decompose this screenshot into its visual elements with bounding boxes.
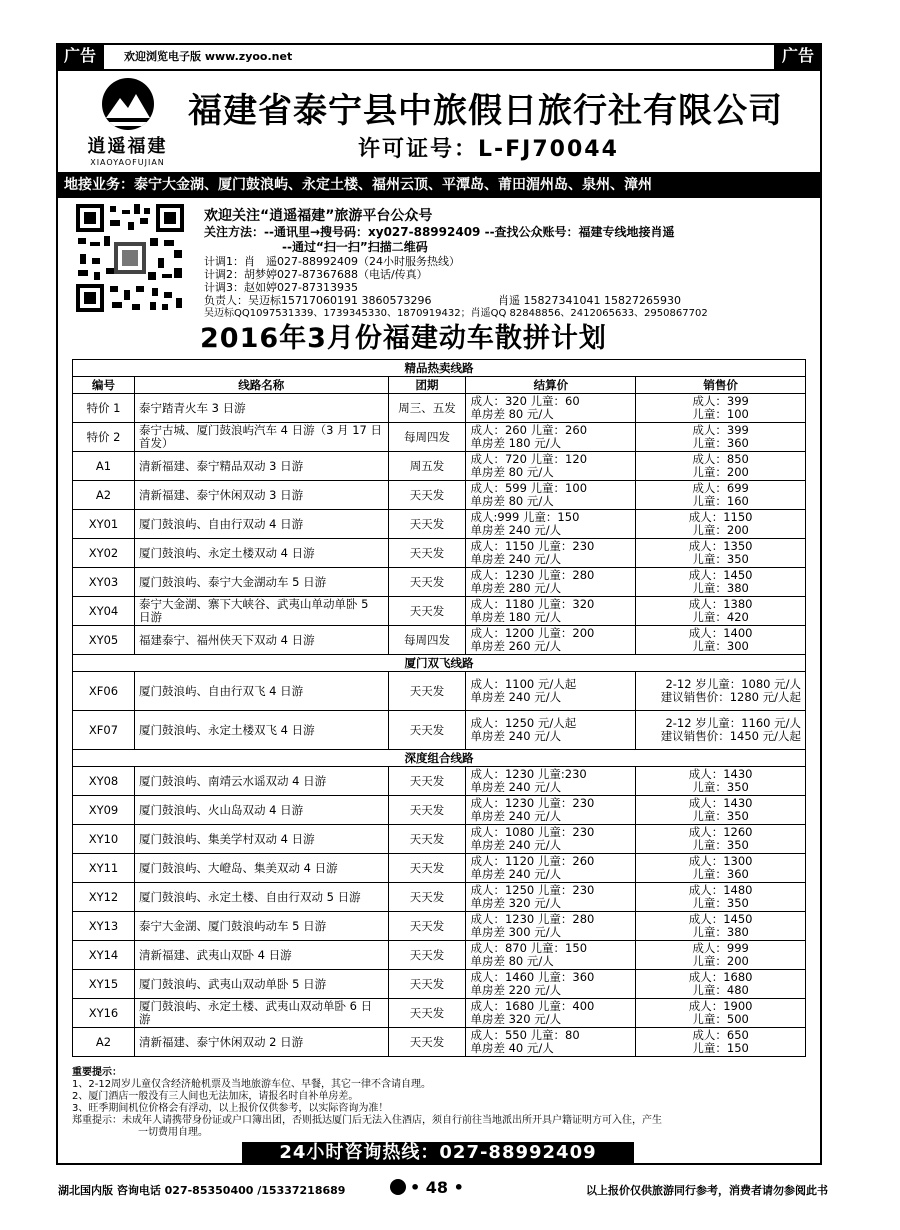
route-code: XY16 [73,999,135,1028]
table-row [73,941,806,970]
sale-price-line: 成人：1350 [688,539,753,553]
sale-price-line-2: 儿童：160 [692,494,749,508]
route-date: 天天发 [388,999,466,1028]
sale-price-line: 成人：399 [692,394,749,408]
section-title: 深度组合线路 [73,750,806,767]
top-bar [56,43,822,71]
settle-price [466,481,636,510]
section-header-row [73,750,806,767]
route-date: 天天发 [388,912,466,941]
sale-price [636,999,806,1028]
route-code: A1 [73,452,135,481]
column-header-row [73,377,806,394]
sale-price-line-2: 儿童：350 [692,838,749,852]
info-line-4: 负责人：吴迈标15717060191 3860573296 [204,294,432,307]
license-number: 许可证号：L-FJ70044 [358,137,619,162]
single-room-line: 单房差 320 元/人 [470,896,562,910]
route-date: 天天发 [388,767,466,796]
route-date: 周三、五发 [388,394,466,423]
settle-price [466,883,636,912]
business-banner: 地接业务：泰宁大金湖、厦门鼓浪屿、永定土楼、福州云顶、平潭岛、莆田湄州岛、泉州、漳州 [58,172,820,198]
qr-code-icon [74,202,186,314]
info-line-5: 吴迈标QQ1097531339、1739345330、1870919432；肖遥QQ 82848856、2412065633、2950867702 [204,308,708,319]
table-row [73,999,806,1028]
sale-price-line-2: 儿童：350 [692,552,749,566]
footer-right: 以上报价仅供旅游同行参考，消费者请勿参阅此书 [586,1184,828,1197]
sale-price [636,796,806,825]
settle-price [466,912,636,941]
route-date: 天天发 [388,597,466,626]
sale-price [636,568,806,597]
sale-price-line: 成人：1450 [688,912,753,926]
route-date: 天天发 [388,1028,466,1057]
sale-price-line: 成人：399 [692,423,749,437]
settle-price-line: 成人：1230 儿童：280 [470,568,595,582]
sale-price-line-2: 儿童：420 [692,610,749,624]
route-date: 天天发 [388,796,466,825]
route-name: 厦门鼓浪屿、武夷山双动单卧 5 日游 [134,970,388,999]
note-3: 3、旺季期间机位价格会有浮动，以上报价仅供参考，以实际咨询为准！ [72,1103,389,1114]
settle-price-line: 成人：1230 儿童：230 [470,796,595,810]
single-room-line: 单房差 80 元/人 [470,494,554,508]
route-code: XY05 [73,626,135,655]
sale-price-line: 成人：1380 [688,597,753,611]
settle-price-line: 成人：1250 儿童：230 [470,883,595,897]
sale-price-line: 成人：1430 [688,796,753,810]
route-name: 厦门鼓浪屿、集美学村双动 4 日游 [134,825,388,854]
column-header: 编号 [73,377,135,394]
single-room-line: 单房差 240 元/人 [470,780,562,794]
note-2: 2、厦门酒店一般没有三人间也无法加床，请报名时自补单房差。 [72,1091,359,1102]
single-room-line: 单房差 240 元/人 [470,523,562,537]
sale-price-line: 2-12 岁儿童：1160 元/人 [665,716,801,730]
route-code: XY12 [73,883,135,912]
info-method: 关注方法：--通讯里→搜号码：xy027-88992409 --查找公众账号：福建专线地接肖遥 [204,225,675,239]
route-name: 泰宁大金湖、寨下大峡谷、武夷山单动单卧 5 日游 [134,597,388,626]
sale-price [636,626,806,655]
sale-price [636,767,806,796]
page-number [390,1178,464,1197]
single-room-line: 单房差 180 元/人 [470,610,562,624]
route-name: 厦门鼓浪屿、自由行双动 4 日游 [134,510,388,539]
company-name: 福建省泰宁县中旅假日旅行社有限公司 [188,91,783,131]
route-code: XY04 [73,597,135,626]
route-name: 厦门鼓浪屿、火山岛双动 4 日游 [134,796,388,825]
page-number-text: • 48 • [410,1178,464,1197]
route-date: 天天发 [388,941,466,970]
single-room-line: 单房差 240 元/人 [470,809,562,823]
single-room-line: 单房差 240 元/人 [470,552,562,566]
route-date: 每周四发 [388,626,466,655]
route-code: A2 [73,1028,135,1057]
sale-price [636,481,806,510]
plan-title: 2016年3月份福建动车散拼计划 [200,323,607,354]
route-name: 福建泰宁、福州侠天下双动 4 日游 [134,626,388,655]
sale-price [636,941,806,970]
page-badge-icon [390,1179,406,1195]
brand-logo [70,78,185,170]
route-name: 厦门鼓浪屿、永定土楼、自由行双动 5 日游 [134,883,388,912]
sale-price-line-2: 儿童：100 [692,407,749,421]
single-room-line: 单房差 240 元/人 [470,838,562,852]
sale-price-line: 成人：1900 [688,999,753,1013]
info-method-2: --通过“扫一扫”扫描二维码 [282,240,428,254]
single-room-line: 单房差 80 元/人 [470,465,554,479]
route-name: 清新福建、武夷山双卧 4 日游 [134,941,388,970]
sale-price [636,825,806,854]
route-name: 泰宁古城、厦门鼓浪屿汽车 4 日游（3 月 17 日首发） [134,423,388,452]
sale-price [636,672,806,711]
section-title: 精品热卖线路 [73,360,806,377]
single-room-line: 单房差 180 元/人 [470,436,562,450]
logo-subtitle: XIAOYAOFUJIAN [90,158,165,167]
sale-price [636,883,806,912]
table-row [73,394,806,423]
settle-price-line: 成人：550 儿童：80 [470,1028,580,1042]
settle-price [466,767,636,796]
settle-price-line: 成人：1180 儿童：320 [470,597,595,611]
table-row [73,711,806,750]
table-row [73,883,806,912]
route-code: XY09 [73,796,135,825]
single-room-line: 单房差 240 元/人 [470,690,562,704]
sale-price [636,1028,806,1057]
route-name: 厦门鼓浪屿、大嶝岛、集美双动 4 日游 [134,854,388,883]
table-row [73,597,806,626]
sale-price [636,854,806,883]
ad-tag-left: 广告 [56,43,104,69]
settle-price-line: 成人：1200 儿童：200 [470,626,595,640]
route-date: 天天发 [388,854,466,883]
table-row [73,767,806,796]
settle-price-line: 成人：720 儿童：120 [470,452,588,466]
info-line-2: 计调2：胡梦婷027-87367688（电话/传真） [204,268,428,281]
sale-price [636,510,806,539]
table-row [73,452,806,481]
route-name: 清新福建、泰宁精品双动 3 日游 [134,452,388,481]
table-row [73,912,806,941]
ad-tag-right: 广告 [774,43,822,69]
route-code: XY01 [73,510,135,539]
settle-price-line: 成人：260 儿童：260 [470,423,588,437]
sale-price-line: 2-12 岁儿童：1080 元/人 [665,677,801,691]
table-row [73,970,806,999]
settle-price [466,568,636,597]
settle-price [466,626,636,655]
table-row [73,510,806,539]
settle-price-line: 成人：870 儿童：150 [470,941,588,955]
sale-price [636,912,806,941]
route-name: 厦门鼓浪屿、永定土楼双动 4 日游 [134,539,388,568]
sale-price-line: 成人：650 [692,1028,749,1042]
sale-price [636,597,806,626]
route-date: 天天发 [388,672,466,711]
route-code: XY11 [73,854,135,883]
route-code: XY10 [73,825,135,854]
sale-price-line-2: 儿童：500 [692,1012,749,1026]
table-row [73,539,806,568]
settle-price [466,711,636,750]
sale-price-line-2: 儿童：480 [692,983,749,997]
route-name: 厦门鼓浪屿、自由行双飞 4 日游 [134,672,388,711]
route-name: 泰宁大金湖、厦门鼓浪屿动车 5 日游 [134,912,388,941]
settle-price [466,510,636,539]
single-room-line: 单房差 300 元/人 [470,925,562,939]
settle-price [466,970,636,999]
route-date: 天天发 [388,481,466,510]
table-row [73,854,806,883]
sale-price-line-2: 儿童：200 [692,523,749,537]
route-code: XY14 [73,941,135,970]
route-date: 天天发 [388,970,466,999]
note-5: 一切费用自理。 [138,1127,208,1138]
route-table [72,359,806,1057]
sale-price-line: 成人：1680 [688,970,753,984]
settle-price [466,1028,636,1057]
sale-price-line-2: 儿童：380 [692,925,749,939]
route-code: XY15 [73,970,135,999]
route-date: 天天发 [388,711,466,750]
column-header: 团期 [388,377,466,394]
route-date: 天天发 [388,568,466,597]
route-date: 每周四发 [388,423,466,452]
route-name: 厦门鼓浪屿、永定土楼双飞 4 日游 [134,711,388,750]
settle-price [466,394,636,423]
sale-price [636,711,806,750]
settle-price-line: 成人:999 儿童：150 [470,510,580,524]
route-code: XY13 [73,912,135,941]
route-code: XY03 [73,568,135,597]
single-room-line: 单房差 220 元/人 [470,983,562,997]
column-header: 销售价 [636,377,806,394]
sale-price [636,394,806,423]
sale-price-line-2: 儿童：360 [692,436,749,450]
sale-price-line: 成人：1480 [688,883,753,897]
settle-price-line: 成人：320 儿童：60 [470,394,580,408]
single-room-line: 单房差 280 元/人 [470,581,562,595]
route-name: 泰宁踏青火车 3 日游 [134,394,388,423]
sale-price-line-2: 建议销售价：1450 元/人起 [660,729,801,743]
table-row [73,568,806,597]
sale-price [636,423,806,452]
section-title: 厦门双飞线路 [73,655,806,672]
settle-price-line: 成人：1230 儿童：280 [470,912,595,926]
settle-price [466,999,636,1028]
route-name: 清新福建、泰宁休闲双动 3 日游 [134,481,388,510]
settle-price-line: 成人：1150 儿童：230 [470,539,595,553]
logo-title: 逍遥福建 [87,136,168,157]
note-1: 1、2-12周岁儿童仅含经济舱机票及当地旅游车位、早餐，其它一律不含请自理。 [72,1079,432,1090]
column-header: 结算价 [466,377,636,394]
route-code: A2 [73,481,135,510]
info-line-1: 计调1：肖 遥027-88992409（24小时服务热线） [204,255,460,268]
sale-price-line-2: 儿童：350 [692,896,749,910]
sale-price [636,452,806,481]
settle-price-line: 成人：1100 元/人起 [470,677,577,691]
table-row [73,481,806,510]
route-code: 特价 2 [73,423,135,452]
route-name: 厦门鼓浪屿、永定土楼、武夷山双动单卧 6 日游 [134,999,388,1028]
notes-title: 重要提示： [72,1067,122,1078]
footer-left: 湖北国内版 咨询电话 027-85350400 /15337218689 [58,1184,346,1197]
settle-price [466,941,636,970]
route-date: 周五发 [388,452,466,481]
sale-price-line-2: 建议销售价：1280 元/人起 [660,690,801,704]
mountain-icon [102,78,154,130]
table-row [73,423,806,452]
note-4: 郑重提示：未成年人请携带身份证或户口簿出团，否则抵达厦门后无法入住酒店，须自行前往当地派出所开具户籍证明方可入住，产生 [72,1115,662,1126]
sale-price [636,970,806,999]
single-room-line: 单房差 260 元/人 [470,639,562,653]
sale-price-line: 成人：1450 [688,568,753,582]
single-room-line: 单房差 40 元/人 [470,1041,554,1055]
settle-price [466,854,636,883]
settle-price [466,796,636,825]
sale-price-line-2: 儿童：150 [692,1041,749,1055]
sale-price-line-2: 儿童：360 [692,867,749,881]
sale-price-line-2: 儿童：350 [692,809,749,823]
single-room-line: 单房差 240 元/人 [470,729,562,743]
sale-price-line-2: 儿童：200 [692,954,749,968]
table-row [73,796,806,825]
settle-price [466,597,636,626]
single-room-line: 单房差 80 元/人 [470,407,554,421]
settle-price-line: 成人：1080 儿童：230 [470,825,595,839]
sale-price-line-2: 儿童：350 [692,780,749,794]
sale-price-line: 成人：999 [692,941,749,955]
single-room-line: 单房差 320 元/人 [470,1012,562,1026]
sale-price-line: 成人：1430 [688,767,753,781]
sale-price [636,539,806,568]
settle-price [466,423,636,452]
route-code: 特价 1 [73,394,135,423]
route-date: 天天发 [388,539,466,568]
settle-price [466,539,636,568]
sale-price-line-2: 儿童：300 [692,639,749,653]
info-line-3: 计调3：赵如婷027-87313935 [204,281,358,294]
settle-price [466,452,636,481]
notes-block [72,1067,812,1139]
route-code: XY02 [73,539,135,568]
settle-price [466,825,636,854]
sale-price-line: 成人：1400 [688,626,753,640]
settle-price-line: 成人：599 儿童：100 [470,481,588,495]
sale-price-line-2: 儿童：380 [692,581,749,595]
info-headline: 欢迎关注“逍遥福建”旅游平台公众号 [204,208,433,224]
table-row [73,825,806,854]
table-row [73,672,806,711]
sale-price-line: 成人：1260 [688,825,753,839]
sale-price-line: 成人：699 [692,481,749,495]
settle-price-line: 成人：1680 儿童：400 [470,999,595,1013]
site-url: 欢迎浏览电子版 www.zyoo.net [124,50,293,63]
route-name: 厦门鼓浪屿、南靖云水谣双动 4 日游 [134,767,388,796]
sale-price-line-2: 儿童：200 [692,465,749,479]
route-name: 清新福建、泰宁休闲双动 2 日游 [134,1028,388,1057]
sale-price-line: 成人：850 [692,452,749,466]
sale-price-line: 成人：1150 [688,510,753,524]
sale-price-line: 成人：1300 [688,854,753,868]
route-code: XY08 [73,767,135,796]
settle-price [466,672,636,711]
route-code: XF07 [73,711,135,750]
route-date: 天天发 [388,883,466,912]
info-line-4b: 肖遥 15827341041 15827265930 [498,294,681,307]
settle-price-line: 成人：1230 儿童:230 [470,767,587,781]
route-date: 天天发 [388,510,466,539]
route-name: 厦门鼓浪屿、泰宁大金湖动车 5 日游 [134,568,388,597]
column-header: 线路名称 [134,377,388,394]
section-header-row [73,360,806,377]
route-date: 天天发 [388,825,466,854]
table-row [73,626,806,655]
settle-price-line: 成人：1120 儿童：260 [470,854,595,868]
hotline-banner: 24小时咨询热线：027-88992409 [242,1142,634,1163]
single-room-line: 单房差 80 元/人 [470,954,554,968]
table-row [73,1028,806,1057]
section-header-row [73,655,806,672]
route-code: XF06 [73,672,135,711]
settle-price-line: 成人：1250 元/人起 [470,716,577,730]
settle-price-line: 成人：1460 儿童：360 [470,970,595,984]
single-room-line: 单房差 240 元/人 [470,867,562,881]
